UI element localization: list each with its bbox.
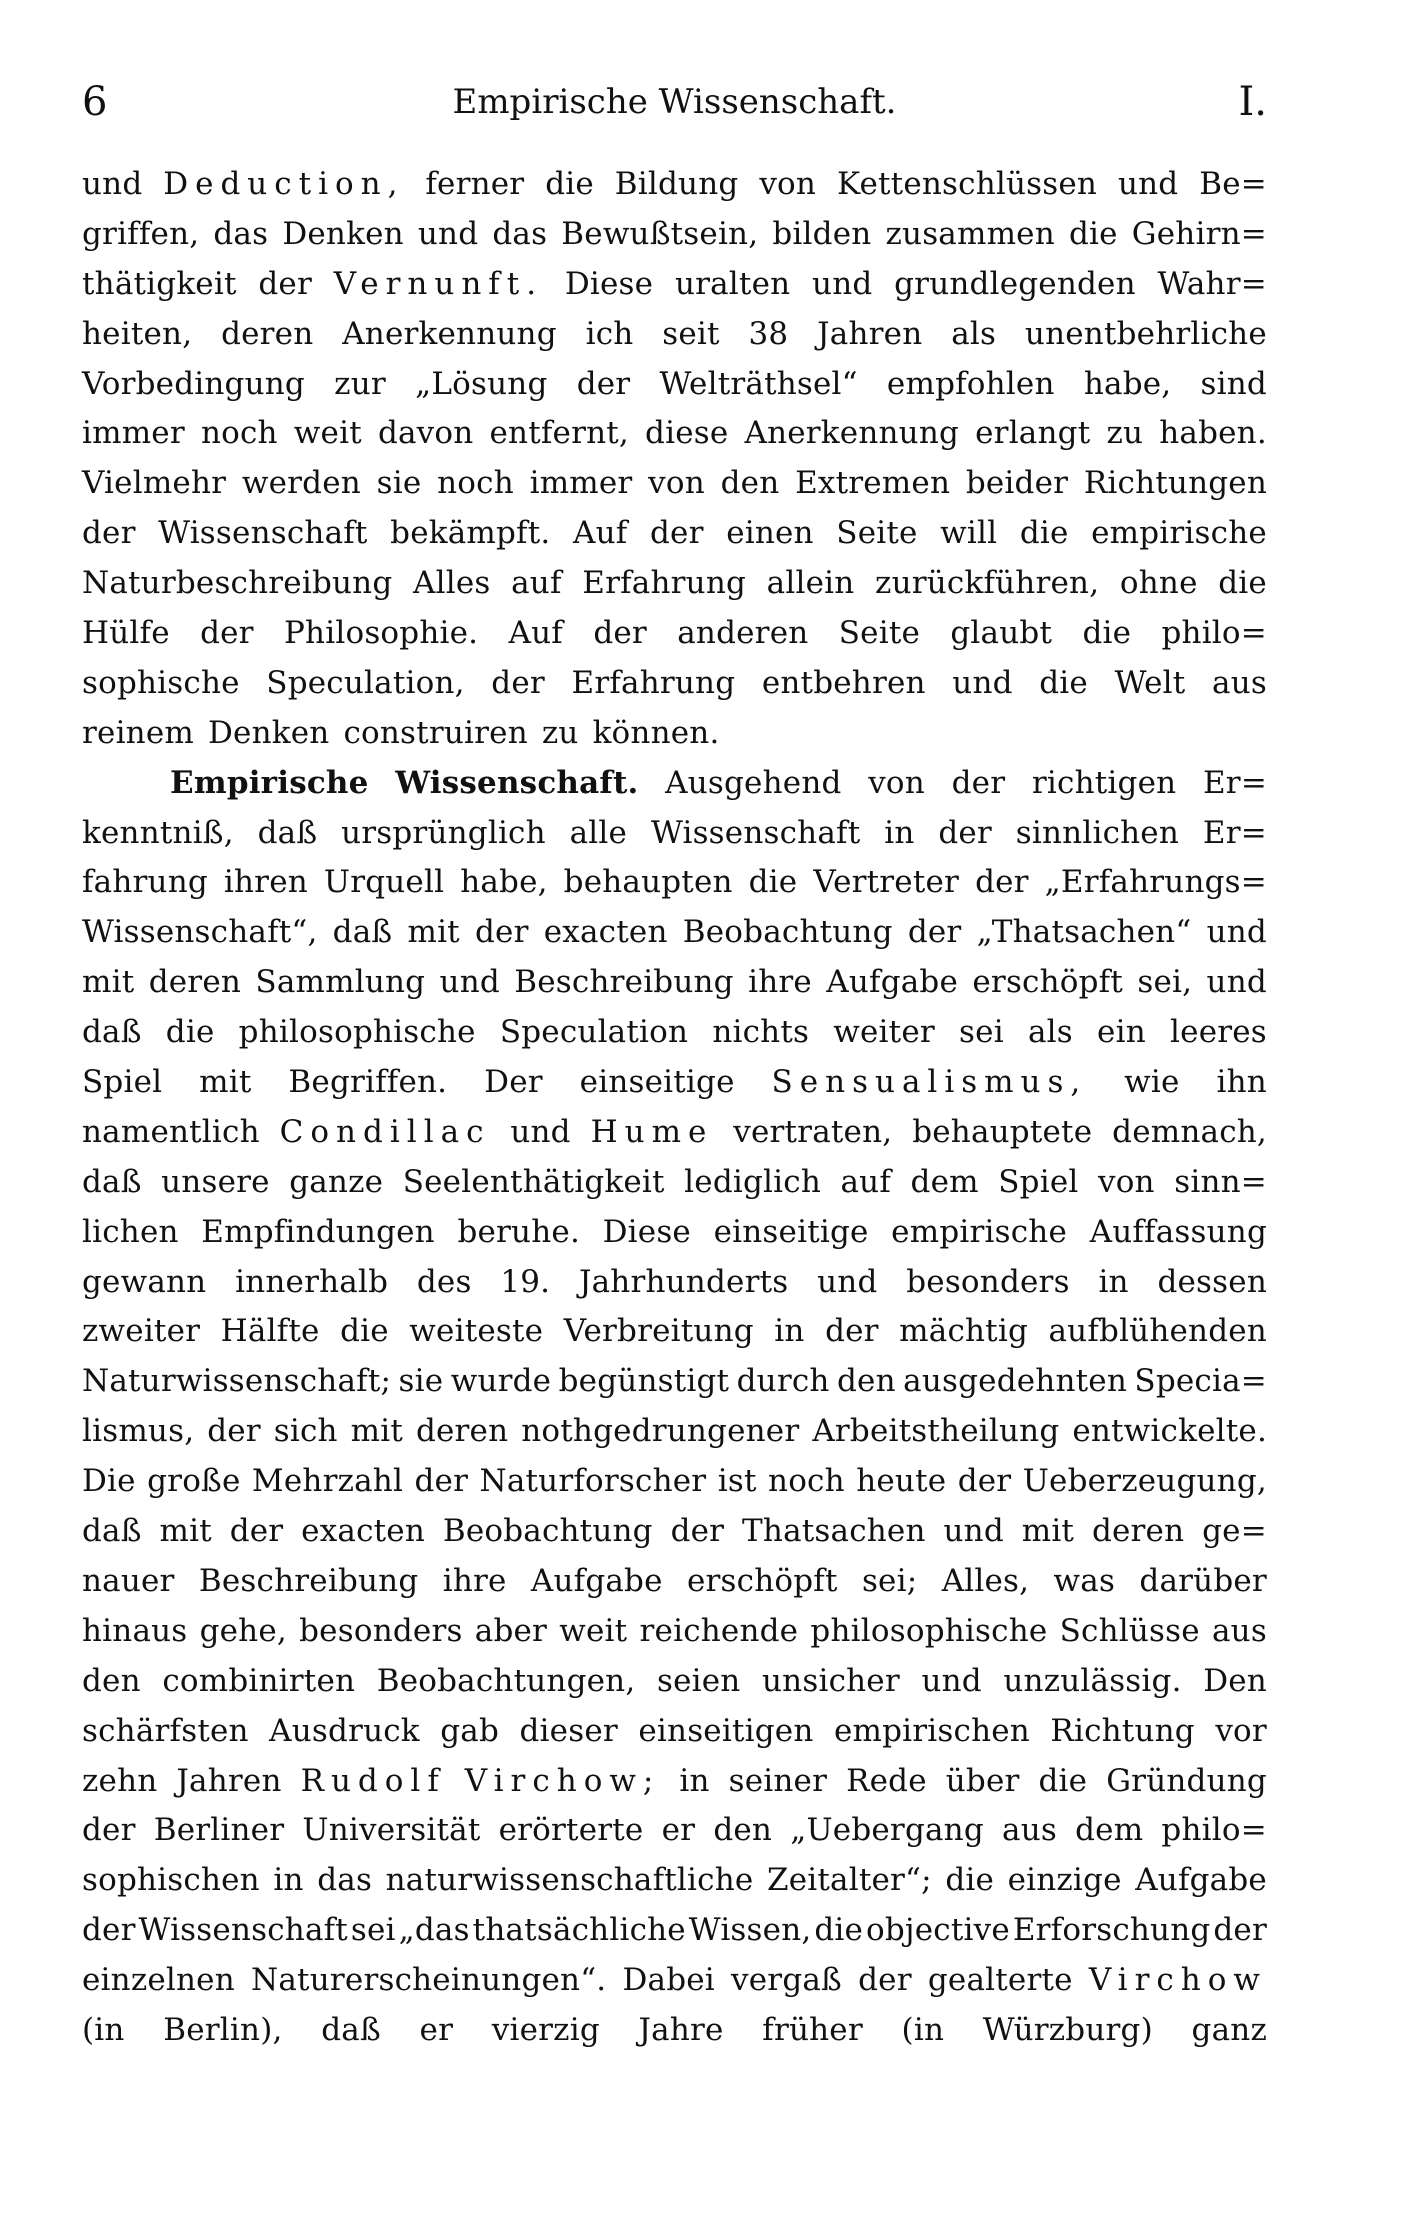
- text-line: schärfsten Ausdruck gab dieser einseitigen empirischen Richtung vor: [82, 1712, 1267, 1749]
- text-line: sophische Speculation, der Erfahrung entbehren und die Welt aus: [82, 664, 1267, 701]
- text-line: gewann innerhalb des 19. Jahrhunderts und besonders in dessen: [82, 1263, 1267, 1300]
- text-line: Wissenschaft“, daß mit der exacten Beobachtung der „Thatsachen“ und: [82, 914, 1267, 951]
- text-line: und Deduction, ferner die Bildung von Kettenschlüssen und Be=: [82, 166, 1267, 202]
- text-line: Naturwissenschaft; sie wurde begünstigt durch den ausgedehnten Specia=: [82, 1363, 1267, 1400]
- text-line: nauer Beschreibung ihre Aufgabe erschöpft sei; Alles, was darüber: [82, 1562, 1267, 1599]
- text-line: Naturbeschreibung Alles auf Erfahrung allein zurückführen, ohne die: [82, 565, 1267, 602]
- text-line: fahrung ihren Urquell habe, behaupten die Vertreter der „Erfahrungs=: [82, 864, 1267, 901]
- text-line: Empirische Wissenschaft. Ausgehend von der richtigen Er=: [170, 764, 1267, 801]
- body-text: [82, 160, 1267, 2056]
- text-line: mit deren Sammlung und Beschreibung ihre Aufgabe erschöpft sei, und: [82, 964, 1267, 1001]
- page-number: 6: [82, 79, 108, 125]
- text-line: zweiter Hälfte die weiteste Verbreitung in der mächtig aufblühenden: [82, 1313, 1267, 1350]
- text-line: kenntniß, daß ursprünglich alle Wissenschaft in der sinnlichen Er=: [82, 814, 1267, 851]
- running-title: Empirische Wissenschaft.: [452, 82, 897, 122]
- text-line: reinem Denken construiren zu können.: [82, 714, 720, 751]
- text-line: daß unsere ganze Seelenthätigkeit lediglich auf dem Spiel von sinn=: [82, 1163, 1267, 1200]
- text-line: den combinirten Beobachtungen, seien unsicher und unzulässig. Den: [82, 1662, 1267, 1699]
- text-line: zehn Jahren Rudolf Virchow; in seiner Rede über die Gründung: [82, 1762, 1267, 1799]
- text-line: Die große Mehrzahl der Naturforscher ist noch heute der Ueberzeugung,: [82, 1463, 1267, 1500]
- text-line: lismus, der sich mit deren nothgedrungener Arbeitstheilung entwickelte.: [82, 1413, 1267, 1450]
- text-line: der Wissenschaft bekämpft. Auf der einen Seite will die empirische: [82, 515, 1267, 552]
- text-line: der Berliner Universität erörterte er den „Uebergang aus dem philo=: [82, 1812, 1267, 1849]
- text-line: immer noch weit davon entfernt, diese Anerkennung erlangt zu haben.: [82, 415, 1267, 452]
- text-line: Hülfe der Philosophie. Auf der anderen Seite glaubt die philo=: [82, 615, 1267, 652]
- text-line: einzelnen Naturerscheinungen“. Dabei vergaß der gealterte Virchow: [82, 1962, 1267, 1999]
- text-line: griffen, das Denken und das Bewußtsein, bilden zusammen die Gehirn=: [82, 215, 1267, 252]
- running-head: [82, 72, 1267, 132]
- text-line: (in Berlin), daß er vierzig Jahre früher (in Würzburg) ganz: [82, 2011, 1267, 2048]
- text-line: lichen Empfindungen beruhe. Diese einseitige empirische Auffassung: [82, 1213, 1267, 1250]
- text-line: sophischen in das naturwissenschaftliche Zeitalter“; die einzige Aufgabe: [82, 1862, 1267, 1899]
- text-line: Spiel mit Begriffen. Der einseitige Sensualismus, wie ihn: [82, 1064, 1267, 1101]
- text-line: heiten, deren Anerkennung ich seit 38 Jahren als unentbehrliche: [82, 315, 1267, 352]
- text-line: Vielmehr werden sie noch immer von den Extremen beider Richtungen: [82, 465, 1267, 502]
- text-line: hinaus gehe, besonders aber weit reichende philosophische Schlüsse aus: [82, 1612, 1267, 1649]
- text-line: daß die philosophische Speculation nichts weiter sei als ein leeres: [82, 1014, 1267, 1051]
- text-line: daß mit der exacten Beobachtung der Thatsachen und mit deren ge=: [82, 1513, 1267, 1550]
- text-line: der Wissenschaft sei „das thatsächliche Wissen, die objective Erforschung der: [82, 1912, 1267, 1949]
- text-line: namentlich Condillac und Hume vertraten, behauptete demnach,: [82, 1113, 1267, 1150]
- section-mark: I.: [1238, 79, 1267, 125]
- text-line: thätigkeit der Vernunft. Diese uralten und grundlegenden Wahr=: [82, 265, 1267, 302]
- text-line: Vorbedingung zur „Lösung der Welträthsel“ empfohlen habe, sind: [82, 365, 1267, 402]
